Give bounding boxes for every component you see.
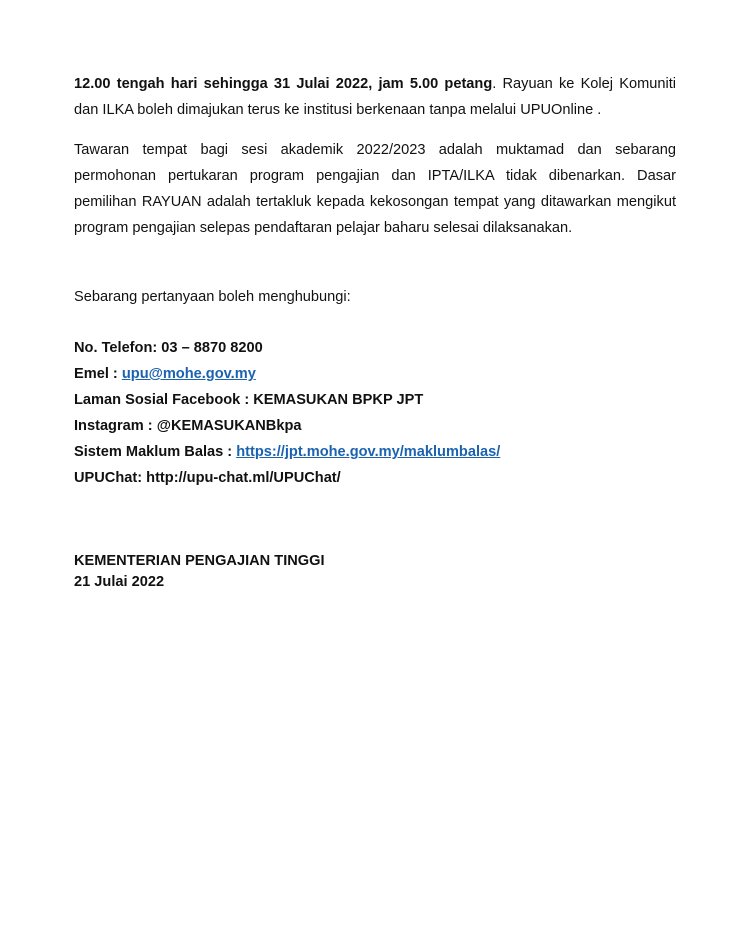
feedback-link[interactable]: https://jpt.mohe.gov.my/maklumbalas/ [236, 444, 501, 460]
appeal-details: . Rayuan ke Kolej Komuniti dan ILKA boleh dimajukan terus ke institusi berkenaan tanpa melalui UPUOnline . [74, 76, 676, 118]
contact-email [74, 361, 676, 387]
contact-instagram: Instagram : @KEMASUKANBkpa [74, 418, 302, 434]
offer-policy-paragraph: Tawaran tempat bagi sesi akademik 2022/2023 adalah muktamad dan sebarang permohonan pertukaran program pengajian dan IPTA/ILKA tidak dibenarkan. Dasar pemilihan RAYUAN adalah tertakluk kepada kekosongan tempat yang ditawarkan mengikut program pengajian selepas pendaftaran pelajar baharu selesai dilaksanakan. [74, 142, 676, 236]
contact-phone: No. Telefon: 03 – 8870 8200 [74, 340, 263, 356]
contact-feedback [74, 439, 676, 465]
contact-upuchat: UPUChat: http://upu-chat.ml/UPUChat/ [74, 470, 341, 486]
contact-facebook: Laman Sosial Facebook : KEMASUKAN BPKP JPT [74, 392, 424, 408]
signature-block [74, 551, 676, 593]
feedback-label: Sistem Maklum Balas : [74, 444, 237, 460]
email-label: Emel : [74, 366, 122, 382]
signature-organization: KEMENTERIAN PENGAJIAN TINGGI [74, 553, 325, 569]
appeal-paragraph [74, 71, 676, 123]
signature-date: 21 Julai 2022 [74, 574, 165, 590]
contact-list [74, 335, 676, 491]
appeal-deadline: 12.00 tengah hari sehingga 31 Julai 2022, jam 5.00 petang [74, 76, 493, 92]
inquiry-intro: Sebarang pertanyaan boleh menghubungi: [74, 289, 351, 305]
email-link[interactable]: upu@mohe.gov.my [121, 366, 256, 382]
